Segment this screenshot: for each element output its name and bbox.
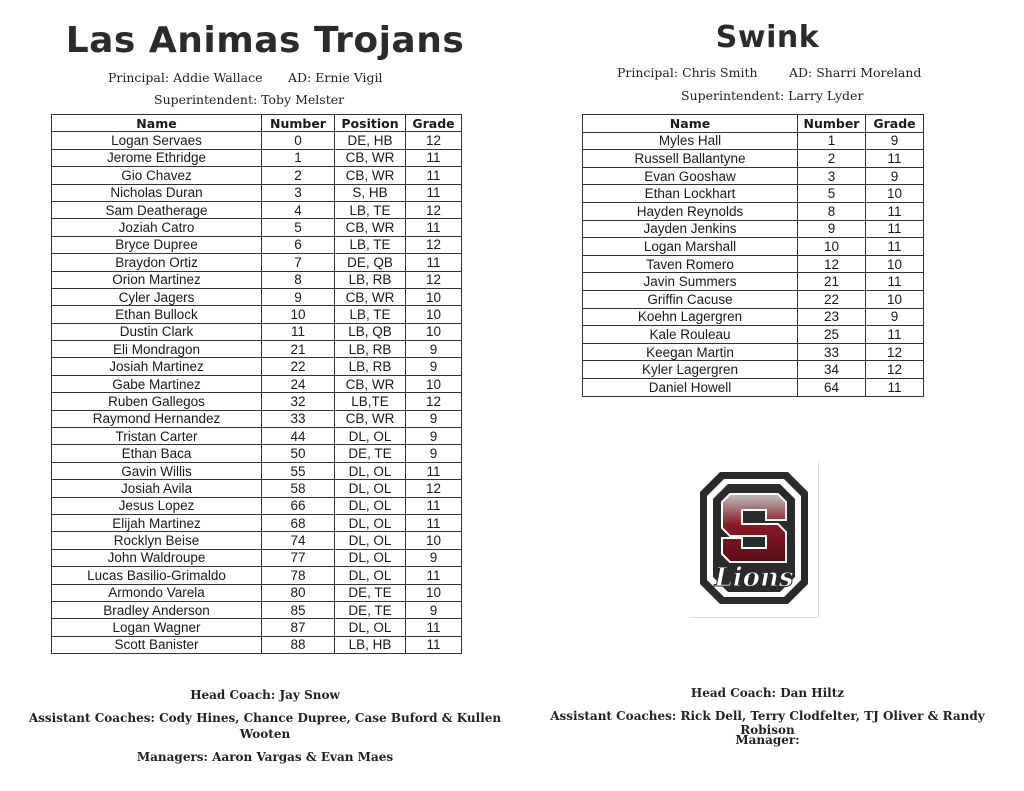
- table-cell: Myles Hall: [583, 132, 798, 150]
- table-cell: 11: [406, 254, 462, 271]
- table-cell: 22: [798, 290, 866, 308]
- table-row: [52, 306, 462, 323]
- left-assistant-coaches-line2: Wooten: [239, 727, 291, 741]
- table-cell: 77: [262, 549, 335, 566]
- table-cell: Jesus Lopez: [52, 497, 262, 514]
- table-cell: 5: [798, 185, 866, 203]
- table-cell: 68: [262, 514, 335, 531]
- table-row: [583, 361, 924, 379]
- table-cell: 11: [866, 273, 924, 291]
- table-row: [52, 514, 462, 531]
- table-cell: CB, WR: [335, 149, 406, 166]
- table-row: [52, 358, 462, 375]
- table-row: [52, 549, 462, 566]
- table-cell: 9: [866, 167, 924, 185]
- header-number: Number: [262, 115, 335, 132]
- table-cell: 10: [798, 238, 866, 256]
- table-cell: DL, OL: [335, 514, 406, 531]
- table-cell: 50: [262, 445, 335, 462]
- table-cell: LB, TE: [335, 306, 406, 323]
- table-cell: Lucas Basilio-Grimaldo: [52, 567, 262, 584]
- table-cell: DL, OL: [335, 497, 406, 514]
- table-row: [52, 497, 462, 514]
- table-cell: S, HB: [335, 184, 406, 201]
- table-cell: DE, TE: [335, 601, 406, 618]
- table-cell: 2: [798, 150, 866, 168]
- table-cell: Jayden Jenkins: [583, 220, 798, 238]
- table-row: [52, 619, 462, 636]
- table-cell: Ethan Bullock: [52, 306, 262, 323]
- table-cell: Gio Chavez: [52, 167, 262, 184]
- table-cell: 12: [406, 480, 462, 497]
- table-cell: 10: [866, 290, 924, 308]
- table-row: [52, 184, 462, 201]
- table-cell: CB, WR: [335, 219, 406, 236]
- left-principal: Principal: Addie Wallace: [108, 70, 263, 85]
- table-cell: 11: [406, 636, 462, 653]
- table-cell: 12: [406, 132, 462, 149]
- table-cell: 9: [798, 220, 866, 238]
- table-cell: Sam Deatherage: [52, 201, 262, 218]
- table-cell: 11: [866, 238, 924, 256]
- right-ad: AD: Sharri Moreland: [789, 65, 922, 80]
- table-row: [583, 326, 924, 344]
- table-cell: Joziah Catro: [52, 219, 262, 236]
- table-cell: 87: [262, 619, 335, 636]
- table-cell: Ethan Lockhart: [583, 185, 798, 203]
- table-cell: 10: [262, 306, 335, 323]
- table-cell: Nicholas Duran: [52, 184, 262, 201]
- table-cell: 32: [262, 393, 335, 410]
- table-row: [583, 378, 924, 396]
- table-cell: Griffin Cacuse: [583, 290, 798, 308]
- table-cell: CB, WR: [335, 167, 406, 184]
- table-row: [52, 532, 462, 549]
- table-cell: 7: [262, 254, 335, 271]
- table-cell: 11: [866, 202, 924, 220]
- table-row: [52, 341, 462, 358]
- table-cell: Bryce Dupree: [52, 236, 262, 253]
- table-cell: Orion Martinez: [52, 271, 262, 288]
- right-head-coach: Head Coach: Dan Hiltz: [690, 686, 845, 700]
- table-cell: 9: [406, 601, 462, 618]
- table-cell: Cyler Jagers: [52, 288, 262, 305]
- header-name: Name: [52, 115, 262, 132]
- table-cell: CB, WR: [335, 288, 406, 305]
- table-cell: Koehn Lagergren: [583, 308, 798, 326]
- table-cell: Gavin Willis: [52, 462, 262, 479]
- header-number: Number: [798, 115, 866, 133]
- table-cell: 11: [406, 619, 462, 636]
- table-cell: CB, WR: [335, 410, 406, 427]
- table-cell: DL, OL: [335, 549, 406, 566]
- table-row: [52, 445, 462, 462]
- table-cell: 0: [262, 132, 335, 149]
- table-cell: 10: [406, 532, 462, 549]
- table-cell: Taven Romero: [583, 255, 798, 273]
- table-cell: CB, WR: [335, 375, 406, 392]
- table-cell: 11: [866, 220, 924, 238]
- right-assistant-coaches: Assistant Coaches: Rick Dell, Terry Clodfelter, TJ Oliver & Randy Robison: [550, 709, 985, 737]
- table-cell: DL, OL: [335, 619, 406, 636]
- table-row: [52, 636, 462, 653]
- table-cell: 85: [262, 601, 335, 618]
- logo-word: Lions: [714, 563, 794, 593]
- table-cell: 22: [262, 358, 335, 375]
- table-row: [52, 601, 462, 618]
- table-cell: 9: [262, 288, 335, 305]
- right-manager: Manager:: [735, 733, 800, 747]
- table-cell: 24: [262, 375, 335, 392]
- table-cell: Keegan Martin: [583, 343, 798, 361]
- table-cell: LB, HB: [335, 636, 406, 653]
- table-cell: Logan Wagner: [52, 619, 262, 636]
- table-cell: John Waldroupe: [52, 549, 262, 566]
- table-cell: 8: [262, 271, 335, 288]
- table-cell: Dustin Clark: [52, 323, 262, 340]
- table-row: [52, 462, 462, 479]
- table-cell: Bradley Anderson: [52, 601, 262, 618]
- table-cell: 21: [262, 341, 335, 358]
- table-cell: 33: [798, 343, 866, 361]
- left-head-coach: Head Coach: Jay Snow: [190, 688, 340, 702]
- table-row: [583, 290, 924, 308]
- table-cell: Eli Mondragon: [52, 341, 262, 358]
- table-cell: 34: [798, 361, 866, 379]
- table-row: [583, 150, 924, 168]
- table-cell: LB, TE: [335, 201, 406, 218]
- table-cell: DE, QB: [335, 254, 406, 271]
- table-cell: Scott Banister: [52, 636, 262, 653]
- table-cell: 88: [262, 636, 335, 653]
- table-cell: 9: [406, 428, 462, 445]
- table-row: [52, 254, 462, 271]
- table-cell: Tristan Carter: [52, 428, 262, 445]
- left-assistant-coaches-line1: Assistant Coaches: Cody Hines, Chance Dupree, Case Buford & Kullen: [28, 711, 502, 725]
- table-cell: 11: [866, 150, 924, 168]
- table-cell: DL, OL: [335, 567, 406, 584]
- table-row: [52, 201, 462, 218]
- table-cell: Ruben Gallegos: [52, 393, 262, 410]
- table-cell: 4: [262, 201, 335, 218]
- table-cell: 9: [406, 445, 462, 462]
- table-cell: LB, RB: [335, 358, 406, 375]
- table-row: [52, 393, 462, 410]
- table-cell: 11: [866, 326, 924, 344]
- table-cell: 12: [406, 271, 462, 288]
- left-roster-table: [51, 114, 462, 654]
- table-cell: Kale Rouleau: [583, 326, 798, 344]
- table-cell: Elijah Martinez: [52, 514, 262, 531]
- table-header-row: [583, 115, 924, 133]
- table-cell: Hayden Reynolds: [583, 202, 798, 220]
- right-superintendent: Superintendent: Larry Lyder: [681, 88, 864, 103]
- table-cell: 11: [406, 462, 462, 479]
- table-row: [52, 219, 462, 236]
- table-cell: Josiah Avila: [52, 480, 262, 497]
- table-cell: 10: [406, 288, 462, 305]
- table-row: [583, 220, 924, 238]
- table-cell: 12: [406, 201, 462, 218]
- table-cell: Josiah Martinez: [52, 358, 262, 375]
- table-cell: Raymond Hernandez: [52, 410, 262, 427]
- table-cell: Logan Servaes: [52, 132, 262, 149]
- left-managers: Managers: Aaron Vargas & Evan Maes: [136, 750, 394, 764]
- right-principal: Principal: Chris Smith: [617, 65, 758, 80]
- table-cell: 10: [406, 584, 462, 601]
- table-cell: 66: [262, 497, 335, 514]
- table-cell: 55: [262, 462, 335, 479]
- table-cell: 3: [798, 167, 866, 185]
- table-row: [583, 185, 924, 203]
- table-cell: LB, RB: [335, 271, 406, 288]
- right-roster-table: [582, 114, 924, 397]
- header-grade: Grade: [866, 115, 924, 133]
- table-cell: DE, HB: [335, 132, 406, 149]
- table-cell: 12: [406, 393, 462, 410]
- table-cell: 11: [406, 184, 462, 201]
- table-row: [52, 428, 462, 445]
- table-row: [52, 567, 462, 584]
- table-cell: 11: [406, 567, 462, 584]
- table-cell: 10: [866, 255, 924, 273]
- table-cell: 10: [406, 323, 462, 340]
- lions-s-logo-icon: [690, 462, 818, 617]
- table-row: [52, 288, 462, 305]
- table-row: [52, 167, 462, 184]
- table-cell: Armondo Varela: [52, 584, 262, 601]
- left-team-title: Las Animas Trojans: [65, 20, 465, 61]
- table-row: [583, 255, 924, 273]
- table-cell: 1: [798, 132, 866, 150]
- left-superintendent: Superintendent: Toby Melster: [154, 92, 345, 107]
- table-row: [583, 273, 924, 291]
- table-cell: 12: [406, 236, 462, 253]
- table-cell: 12: [866, 343, 924, 361]
- table-cell: 25: [798, 326, 866, 344]
- table-cell: 10: [866, 185, 924, 203]
- table-row: [583, 132, 924, 150]
- table-cell: Russell Ballantyne: [583, 150, 798, 168]
- table-header-row: [52, 115, 462, 132]
- table-cell: 33: [262, 410, 335, 427]
- left-ad: AD: Ernie Vigil: [288, 70, 383, 85]
- table-cell: 58: [262, 480, 335, 497]
- table-cell: 6: [262, 236, 335, 253]
- table-row: [583, 308, 924, 326]
- table-cell: 11: [406, 219, 462, 236]
- table-cell: 3: [262, 184, 335, 201]
- table-row: [583, 167, 924, 185]
- table-cell: 44: [262, 428, 335, 445]
- table-cell: 64: [798, 378, 866, 396]
- right-team-title: Swink: [715, 20, 820, 55]
- table-cell: 9: [406, 358, 462, 375]
- table-row: [52, 323, 462, 340]
- table-cell: 11: [406, 497, 462, 514]
- table-cell: 9: [866, 132, 924, 150]
- table-cell: DL, OL: [335, 480, 406, 497]
- table-cell: 10: [406, 306, 462, 323]
- table-cell: Braydon Ortiz: [52, 254, 262, 271]
- table-cell: 11: [406, 149, 462, 166]
- table-cell: LB, TE: [335, 236, 406, 253]
- table-cell: 11: [406, 514, 462, 531]
- table-cell: LB, RB: [335, 341, 406, 358]
- table-cell: 8: [798, 202, 866, 220]
- table-cell: 12: [798, 255, 866, 273]
- table-row: [52, 375, 462, 392]
- table-cell: LB,TE: [335, 393, 406, 410]
- table-cell: 74: [262, 532, 335, 549]
- table-cell: 12: [866, 361, 924, 379]
- table-cell: 9: [406, 410, 462, 427]
- table-row: [52, 236, 462, 253]
- table-row: [52, 271, 462, 288]
- table-cell: 2: [262, 167, 335, 184]
- table-cell: DE, TE: [335, 584, 406, 601]
- table-cell: 80: [262, 584, 335, 601]
- table-cell: 11: [406, 167, 462, 184]
- table-cell: Javin Summers: [583, 273, 798, 291]
- header-position: Position: [335, 115, 406, 132]
- table-cell: 11: [866, 378, 924, 396]
- table-cell: 9: [406, 341, 462, 358]
- table-cell: DL, OL: [335, 428, 406, 445]
- table-cell: 1: [262, 149, 335, 166]
- table-cell: DL, OL: [335, 532, 406, 549]
- table-row: [583, 238, 924, 256]
- table-row: [583, 202, 924, 220]
- table-cell: 9: [866, 308, 924, 326]
- table-row: [52, 584, 462, 601]
- table-cell: DL, OL: [335, 462, 406, 479]
- table-cell: 78: [262, 567, 335, 584]
- table-cell: 23: [798, 308, 866, 326]
- table-row: [52, 149, 462, 166]
- header-name: Name: [583, 115, 798, 133]
- table-cell: 5: [262, 219, 335, 236]
- table-cell: Ethan Baca: [52, 445, 262, 462]
- table-cell: 9: [406, 549, 462, 566]
- table-cell: Daniel Howell: [583, 378, 798, 396]
- header-grade: Grade: [406, 115, 462, 132]
- table-row: [52, 480, 462, 497]
- table-cell: DE, TE: [335, 445, 406, 462]
- table-row: [583, 343, 924, 361]
- table-cell: Logan Marshall: [583, 238, 798, 256]
- table-cell: Rocklyn Beise: [52, 532, 262, 549]
- table-cell: 21: [798, 273, 866, 291]
- table-row: [52, 132, 462, 149]
- table-cell: Jerome Ethridge: [52, 149, 262, 166]
- table-cell: Gabe Martinez: [52, 375, 262, 392]
- table-cell: Evan Gooshaw: [583, 167, 798, 185]
- table-cell: LB, QB: [335, 323, 406, 340]
- table-cell: 11: [262, 323, 335, 340]
- lions-logo: [690, 462, 819, 618]
- table-cell: 10: [406, 375, 462, 392]
- table-row: [52, 410, 462, 427]
- table-cell: Kyler Lagergren: [583, 361, 798, 379]
